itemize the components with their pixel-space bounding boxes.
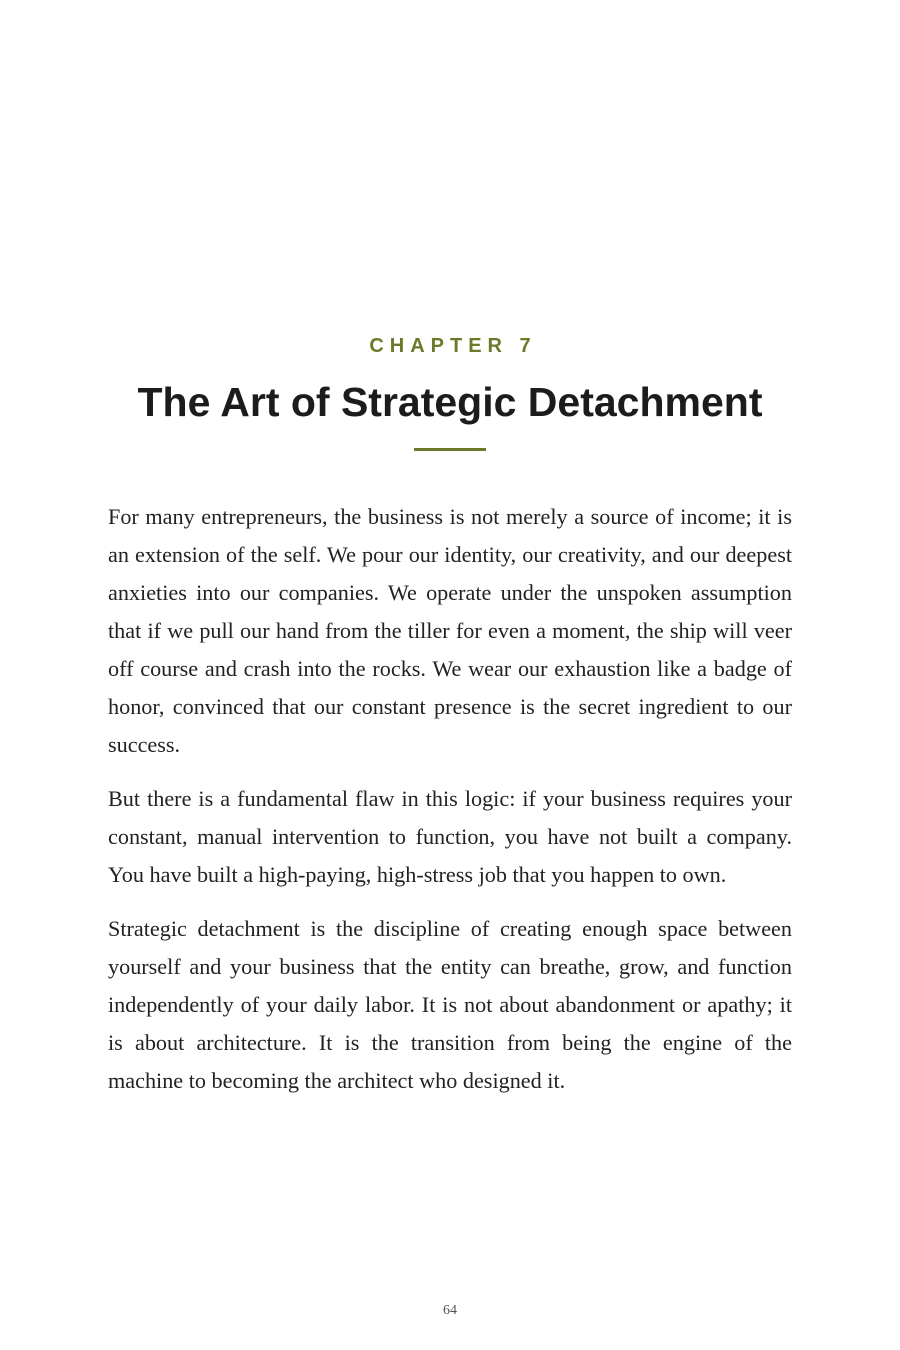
body-paragraph-1: For many entrepreneurs, the business is not merely a source of income; it is an extension of the self. We pour our identity, our creativity, and our deepest anxieties into our companies. We operate under the unspoken assumption that if we pull our hand from the tiller for even a moment, the ship will veer off course and crash into the rocks. We wear our exhaustion like a badge of honor, convinced that our constant presence is the secret ingredient to our success. — [108, 504, 792, 757]
body-paragraph-3: Strategic detachment is the discipline of creating enough space between yourself and your business that the entity can breathe, grow, and function independently of your daily labor. It is not about abandonment or apathy; it is about architecture. It is the transition from being the engine of the machine to becoming the architect who designed it. — [108, 916, 792, 1093]
page-number: 64 — [443, 1303, 457, 1318]
body-paragraph-2: But there is a fundamental flaw in this logic: if your business requires your constant, manual intervention to function, you have not built a company. You have built a high-paying, high-stress job that you happen to own. — [108, 786, 792, 887]
chapter-body — [108, 498, 792, 1116]
chapter-title: The Art of Strategic Detachment — [137, 379, 763, 425]
title-divider — [414, 448, 486, 451]
chapter-label: CHAPTER 7 — [369, 335, 537, 357]
